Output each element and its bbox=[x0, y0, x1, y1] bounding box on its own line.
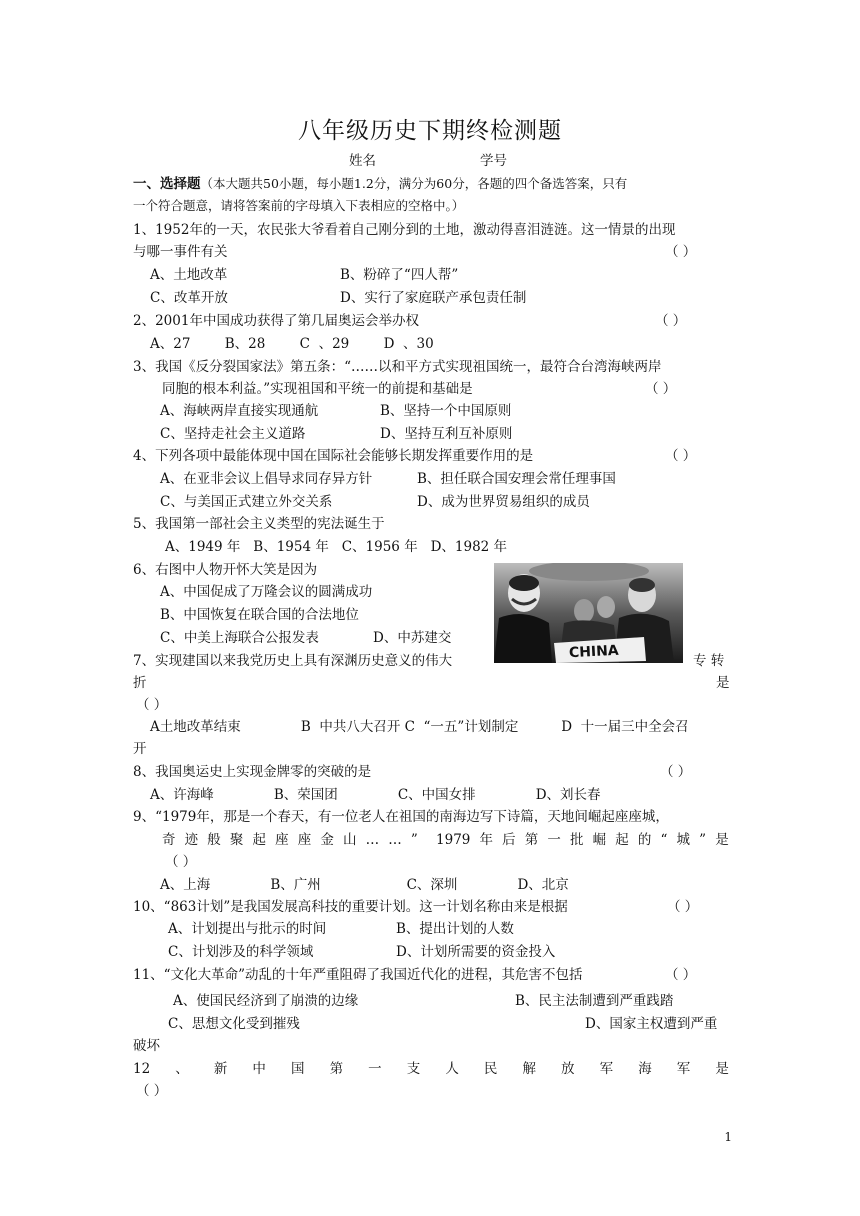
question-1-text: 1、1952年的一天，农民张大爷看着自己刚分到的土地，激动得喜泪涟涟。这一情景的出现 bbox=[133, 222, 676, 238]
question-9-word: ” bbox=[699, 832, 707, 848]
question-12-word: 12 bbox=[133, 1061, 151, 1077]
question-12-word: 一 bbox=[368, 1061, 382, 1077]
question-12-word: 是 bbox=[715, 1061, 729, 1077]
option-a: A、在亚非会议上倡导求同存异方针 bbox=[160, 471, 373, 487]
answer-blank[interactable]: （ ） bbox=[136, 1083, 168, 1099]
question-12-word: 中 bbox=[252, 1061, 266, 1077]
historical-photo bbox=[494, 563, 683, 663]
option-d: D、中苏建交 bbox=[373, 630, 452, 646]
question-9-word: 座 bbox=[297, 832, 312, 848]
answer-blank[interactable]: （ ） bbox=[665, 967, 697, 983]
question-9-word: 聚 bbox=[229, 832, 244, 848]
question-9-word: 后 bbox=[502, 832, 516, 848]
name-label: 姓名 bbox=[349, 153, 376, 169]
question-9-word: 1979 bbox=[436, 832, 471, 848]
option-d: D、坚持互利互补原则 bbox=[380, 426, 513, 442]
question-3-text-cont: 同胞的根本利益。”实现祖国和平统一的前提和基础是 bbox=[162, 381, 473, 397]
answer-blank[interactable]: （ ） bbox=[667, 899, 699, 915]
option-d: D、成为世界贸易组织的成员 bbox=[417, 494, 590, 510]
option-b: B、提出计划的人数 bbox=[396, 921, 514, 937]
question-4-text: 4、下列各项中最能体现中国在国际社会能够长期发挥重要作用的是 bbox=[133, 448, 534, 464]
question-12-word: 第 bbox=[329, 1061, 344, 1077]
question-9-word: ” bbox=[410, 832, 418, 848]
question-8-options: A、许海峰 B、荣国团 C、中国女排 D、刘长春 bbox=[150, 787, 601, 803]
answer-blank[interactable]: （ ） bbox=[136, 697, 168, 713]
answer-blank[interactable]: （ ） bbox=[655, 313, 687, 329]
question-9-word: 金 bbox=[320, 832, 334, 848]
question-7-text: 7、实现建国以来我党历史上具有深渊历史意义的伟大 bbox=[133, 653, 453, 669]
option-b: B、担任联合国安理会常任理事国 bbox=[417, 471, 616, 487]
option-b: B、民主法制遭到严重践踏 bbox=[515, 993, 674, 1009]
question-9-word: … bbox=[365, 832, 380, 848]
question-12-text bbox=[133, 1058, 729, 1080]
option-a: A、计划提出与批示的时间 bbox=[168, 921, 327, 937]
question-9-word: 起 bbox=[252, 832, 266, 848]
option-c: C、思想文化受到摧残 bbox=[168, 1016, 300, 1032]
question-9-text: 9、“1979年，那是一个春天，有一位老人在祖国的南海边写下诗篇，天地间崛起座座城， bbox=[133, 809, 669, 825]
question-9-word: 的 bbox=[637, 832, 652, 848]
question-7-options-wrap: 开 bbox=[133, 741, 147, 757]
question-12-word: 人 bbox=[445, 1061, 459, 1077]
section-heading bbox=[133, 173, 627, 195]
question-12-word: 军 bbox=[599, 1061, 614, 1077]
question-9-options: A、上海 B、广州 C、深圳 D、北京 bbox=[160, 877, 569, 893]
question-3-text: 3、我国《反分裂国家法》第五条：“……以和平方式实现祖国统一，最符合台湾海峡两岸 bbox=[133, 359, 662, 375]
question-9-word: 城 bbox=[676, 832, 691, 848]
question-9-word: “ bbox=[660, 832, 668, 848]
question-9-word: 一 bbox=[547, 832, 561, 848]
question-9-word: 迹 bbox=[184, 832, 199, 848]
question-5-text: 5、我国第一部社会主义类型的宪法诞生于 bbox=[133, 516, 385, 532]
answer-blank[interactable]: （ ） bbox=[660, 764, 692, 780]
question-12-word: 放 bbox=[561, 1061, 575, 1077]
option-b: B、中国恢复在联合国的合法地位 bbox=[160, 607, 359, 623]
option-d: D、国家主权遭到严重 bbox=[585, 1016, 718, 1032]
option-a: A、海峡两岸直接实现通航 bbox=[160, 403, 319, 419]
option-a: A、土地改革 bbox=[150, 267, 228, 283]
student-id-label: 学号 bbox=[480, 153, 507, 169]
question-12-word: 新 bbox=[213, 1061, 228, 1077]
question-8-text: 8、我国奥运史上实现金牌零的突破的是 bbox=[133, 764, 372, 780]
question-9-text-cont bbox=[162, 829, 729, 851]
question-12-word: 、 bbox=[175, 1061, 189, 1077]
question-11-text: 11、“文化大革命”动乱的十年严重阻碍了我国近代化的进程，其危害不包括 bbox=[133, 967, 583, 983]
question-12-word: 军 bbox=[676, 1061, 691, 1077]
question-5-options: A、1949 年 B、1954 年 C、1956 年 D、1982 年 bbox=[165, 539, 508, 555]
question-6-text: 6、右图中人物开怀大笑是因为 bbox=[133, 562, 318, 578]
question-1-text-cont: 与哪一事件有关 bbox=[133, 244, 228, 260]
option-d: D、实行了家庭联产承包责任制 bbox=[340, 290, 527, 306]
option-d: D、计划所需要的资金投入 bbox=[396, 944, 556, 960]
answer-blank[interactable]: （ ） bbox=[665, 244, 697, 260]
page-title: 八年级历史下期终检测题 bbox=[298, 118, 562, 144]
question-7-options: A土地改革结束 B 中共八大召开 C “一五”计划制定 D 十一届三中全会召 bbox=[150, 719, 689, 735]
question-7-wrap-left: 折 bbox=[133, 675, 147, 691]
question-9-word: 是 bbox=[715, 832, 729, 848]
question-2-options: A、27 B、28 C 、29 D 、30 bbox=[150, 336, 434, 352]
question-9-word: … bbox=[388, 832, 402, 848]
option-c: C、计划涉及的科学领域 bbox=[168, 944, 314, 960]
question-9-word: 年 bbox=[479, 832, 494, 848]
option-b: B、坚持一个中国原则 bbox=[380, 403, 512, 419]
question-9-word: 山 bbox=[343, 832, 357, 848]
answer-blank[interactable]: （ ） bbox=[665, 448, 697, 464]
photo-caption: CHINA bbox=[568, 642, 620, 662]
section-heading-text: 一、选择题 bbox=[133, 176, 201, 192]
section-instructions: （本大题共50小题，每小题1.2分，满分为60分，各题的四个备选答案，只有 bbox=[200, 176, 628, 191]
question-12-word: 解 bbox=[522, 1061, 536, 1077]
question-12-word: 民 bbox=[483, 1061, 498, 1077]
question-12-word: 国 bbox=[291, 1061, 305, 1077]
question-9-word: 批 bbox=[570, 832, 584, 848]
option-c: C、中美上海联合公报发表 bbox=[160, 630, 319, 646]
question-12-word: 海 bbox=[638, 1061, 652, 1077]
question-2-text: 2、2001年中国成功获得了第几届奥运会举办权 bbox=[133, 313, 419, 329]
option-c: C、与美国正式建立外交关系 bbox=[160, 494, 333, 510]
question-9-word: 奇 bbox=[162, 832, 176, 848]
question-9-word: 崛 bbox=[592, 832, 607, 848]
question-9-word: 起 bbox=[615, 832, 629, 848]
option-a: A、中国促成了万隆会议的圆满成功 bbox=[160, 584, 373, 600]
question-7-text-tail: 专 转 bbox=[693, 653, 725, 669]
answer-blank[interactable]: （ ） bbox=[165, 854, 197, 870]
option-d-wrap: 破坏 bbox=[133, 1038, 160, 1054]
option-b: B、粉碎了“四人帮” bbox=[340, 267, 459, 283]
option-c: C、坚持走社会主义道路 bbox=[160, 426, 306, 442]
option-c: C、改革开放 bbox=[150, 290, 228, 306]
question-12-word: 支 bbox=[406, 1061, 421, 1077]
question-7-wrap-right: 是 bbox=[716, 675, 730, 691]
option-a: A、使国民经济到了崩溃的边缘 bbox=[173, 993, 359, 1009]
photo-illustration bbox=[494, 563, 683, 663]
answer-blank[interactable]: （ ） bbox=[645, 381, 677, 397]
question-9-word: 第 bbox=[524, 832, 539, 848]
page-number: 1 bbox=[724, 1130, 732, 1144]
question-9-word: 座 bbox=[275, 832, 289, 848]
section-instructions-cont: 一个符合题意，请将答案前的字母填入下表相应的空格中。） bbox=[133, 198, 465, 213]
question-9-word: 般 bbox=[207, 832, 221, 848]
question-10-text: 10、“863计划”是我国发展高科技的重要计划。这一计划名称由来是根据 bbox=[133, 899, 568, 915]
